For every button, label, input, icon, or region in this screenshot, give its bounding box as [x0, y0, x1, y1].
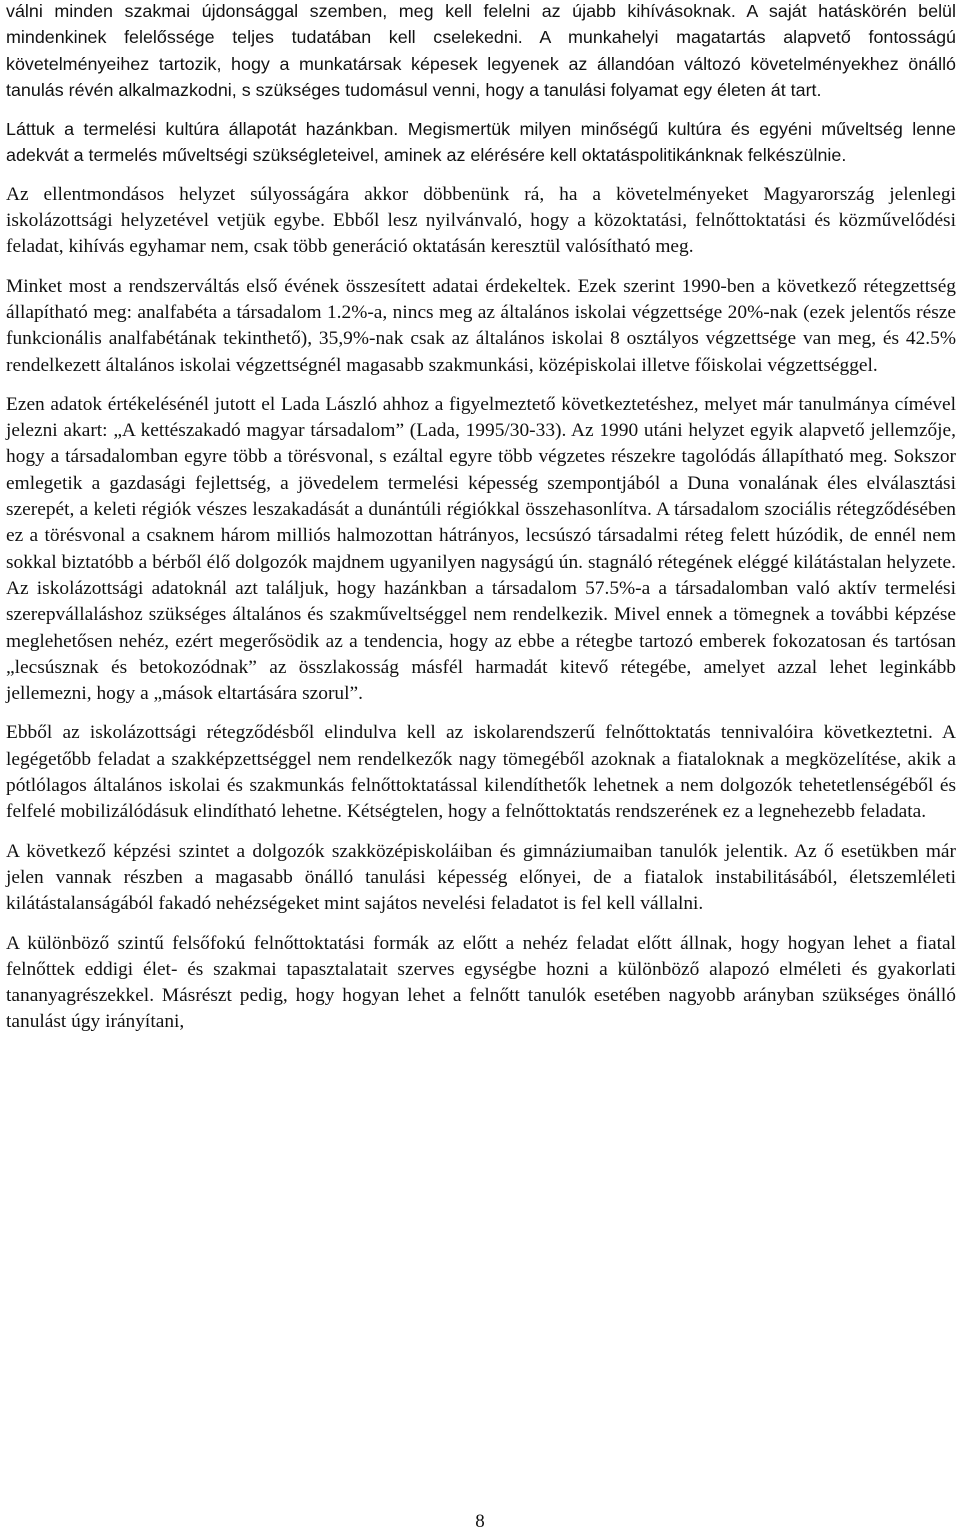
paragraph-contradictory-situation: Az ellentmondásos helyzet súlyosságára akkor döbbenünk rá, ha a követelményeket Magyarország jelenlegi iskolázottsági helyzetével vetjük egybe. Ebből lesz nyilvánvaló, hogy a közoktatási, felnőttoktatási és közművelődési feladat, kihívás egyhamar nem, csak több generáció oktatásán keresztül valósítható meg.: [6, 183, 956, 258]
paragraph-higher-education: A különböző szintű felsőfokú felnőttoktatási formák az előtt a nehéz feladat előtt állnak, hogy hogyan lehet a fiatal felnőttek eddigi élet- és szakmai tapasztalatait szerves egységbe hozni a különböző alapozó elméleti és gyakorlati tananyagrészekkel. Másrészt pedig, hogy hogyan lehet a felnőtt tanulók esetében nagyobb arányban szükséges önálló tanulást úgy irányítani,: [6, 932, 956, 1033]
paragraph-production-culture: Láttuk a termelési kultúra állapotát hazánkban. Megismertük milyen minőségű kultúra és egyéni műveltség lenne adekvát a termelés műveltségi szükségleteivel, aminek az elérésére kell oktatáspolitikánknak felkészülnie.: [6, 119, 956, 166]
paragraph-self-learning: válni minden szakmai újdonsággal szemben, meg kell felelni az újabb kihívásoknak. A saját hatáskörén belül mindenkinek felelőssége teljes tudatában kell cselekedni. A munkahelyi magatartás alapvető fontosságú követelményeihez tartozik, hogy a munkatársak képesek legyenek az állandóan változó követelményekhez önálló tanulás révén alkalmazkodni, s szükséges tudomásul venni, hogy a tanulási folyamat egy életen át tart.: [6, 1, 956, 100]
document-page: [6, 0, 956, 1049]
page-number: 8: [475, 1511, 485, 1532]
paragraph-adult-education-tasks: Ebből az iskolázottsági rétegződésből elindulva kell az iskolarendszerű felnőttoktatás tennivalóira következtetni. A legégetőbb feladat a szakképzettséggel nem rendelkezők nagy tömegéből azoknak a fiataloknak a megközelítése, akik a pótlólagos általános iskolai és szakmunkás felnőttoktatással kilendíthetők lehetnek a nem dolgozók tehetetlenségéből és felfelé mobilizálódásuk elindítható lehetne. Kétségtelen, hogy a felnőttoktatás rendszerének ez a legnehezebb feladata.: [6, 722, 956, 823]
paragraph-social-divide: Ezen adatok értékelésénél jutott el Lada László ahhoz a figyelmeztető következtetéshez, melyet már tanulmánya címével jelezni akart: „A kettészakadó magyar társadalom” (Lada, 1995/30-33). Az 1990 utáni helyzet egyik alapvető jellemzője, hogy a társadalomban egyre több a törésvonal, s ezáltal egyre több végzetes részekre tagolódás állapítható meg. Sokszor emlegetik a gazdasági fejlettség, a jövedelem termelési képesség szempontjából a Duna vonalának éles elválasztási szerepét, a keleti régiók vészes leszakadását a dunántúli régiókkal összehasonlítva. A társadalom szociális rétegződésében ez a törésvonal a csaknem három milliós halmozottan hátrányos, lecsúszó társadalmi réteg felett húzódik, de ennél nem sokkal biztatóbb a bérből élő dolgozók majdnem ugyanilyen nagyságú ún. stagnáló rétegének eléggé kilátástalan helyzete. Az iskolázottsági adatoknál azt találjuk, hogy hazánkban a társadalom 57.5%-a a társadalomban való aktív termelési szerepvállaláshoz szükséges általános és szakműveltséggel nem rendelkezik. Mivel ennek a tömegnek a további képzése meglehetősen nehéz, ezért megerősödik az a tendencia, hogy az ebbe a rétegbe tartozó emberek fokozatosan és tartósan „lecsúsznak és betokozódnak” az összlakosság másfél harmadát kitevő rétegébe, amelyet azzal lehet leginkább jellemezni, hogy a „mások eltartására szorul”.: [6, 393, 956, 705]
paragraph-education-statistics: Minket most a rendszerváltás első évének összesített adatai érdekeltek. Ezek szerint 1990-ben a következő rétegzettség állapítható meg: analfabéta a társadalom 1.2%-a, nincs meg az általános iskolai végzettsége 20%-nak (ezek jelentős része funkcionális analfabétának tekinthető), 35,9%-nak csak az általános iskolai 8 osztályos végzettsége van meg, és 42.5% rendelkezett általános iskolai végzettségnél magasabb szakmunkási, középiskolai illetve főiskolai végzettséggel.: [6, 275, 956, 376]
paragraph-secondary-level: A következő képzési szintet a dolgozók szakközépiskoláiban és gimnáziumaiban tanulók jelentik. Az ő esetükben már jelen vannak részben a magasabb önálló tanulási képesség előnyei, de a fiatalok instabilitásából, életszemléleti kilátástalanságából fakadó nehézségeket mint sajátos nevelési feladatot is fel kell vállalni.: [6, 840, 956, 915]
